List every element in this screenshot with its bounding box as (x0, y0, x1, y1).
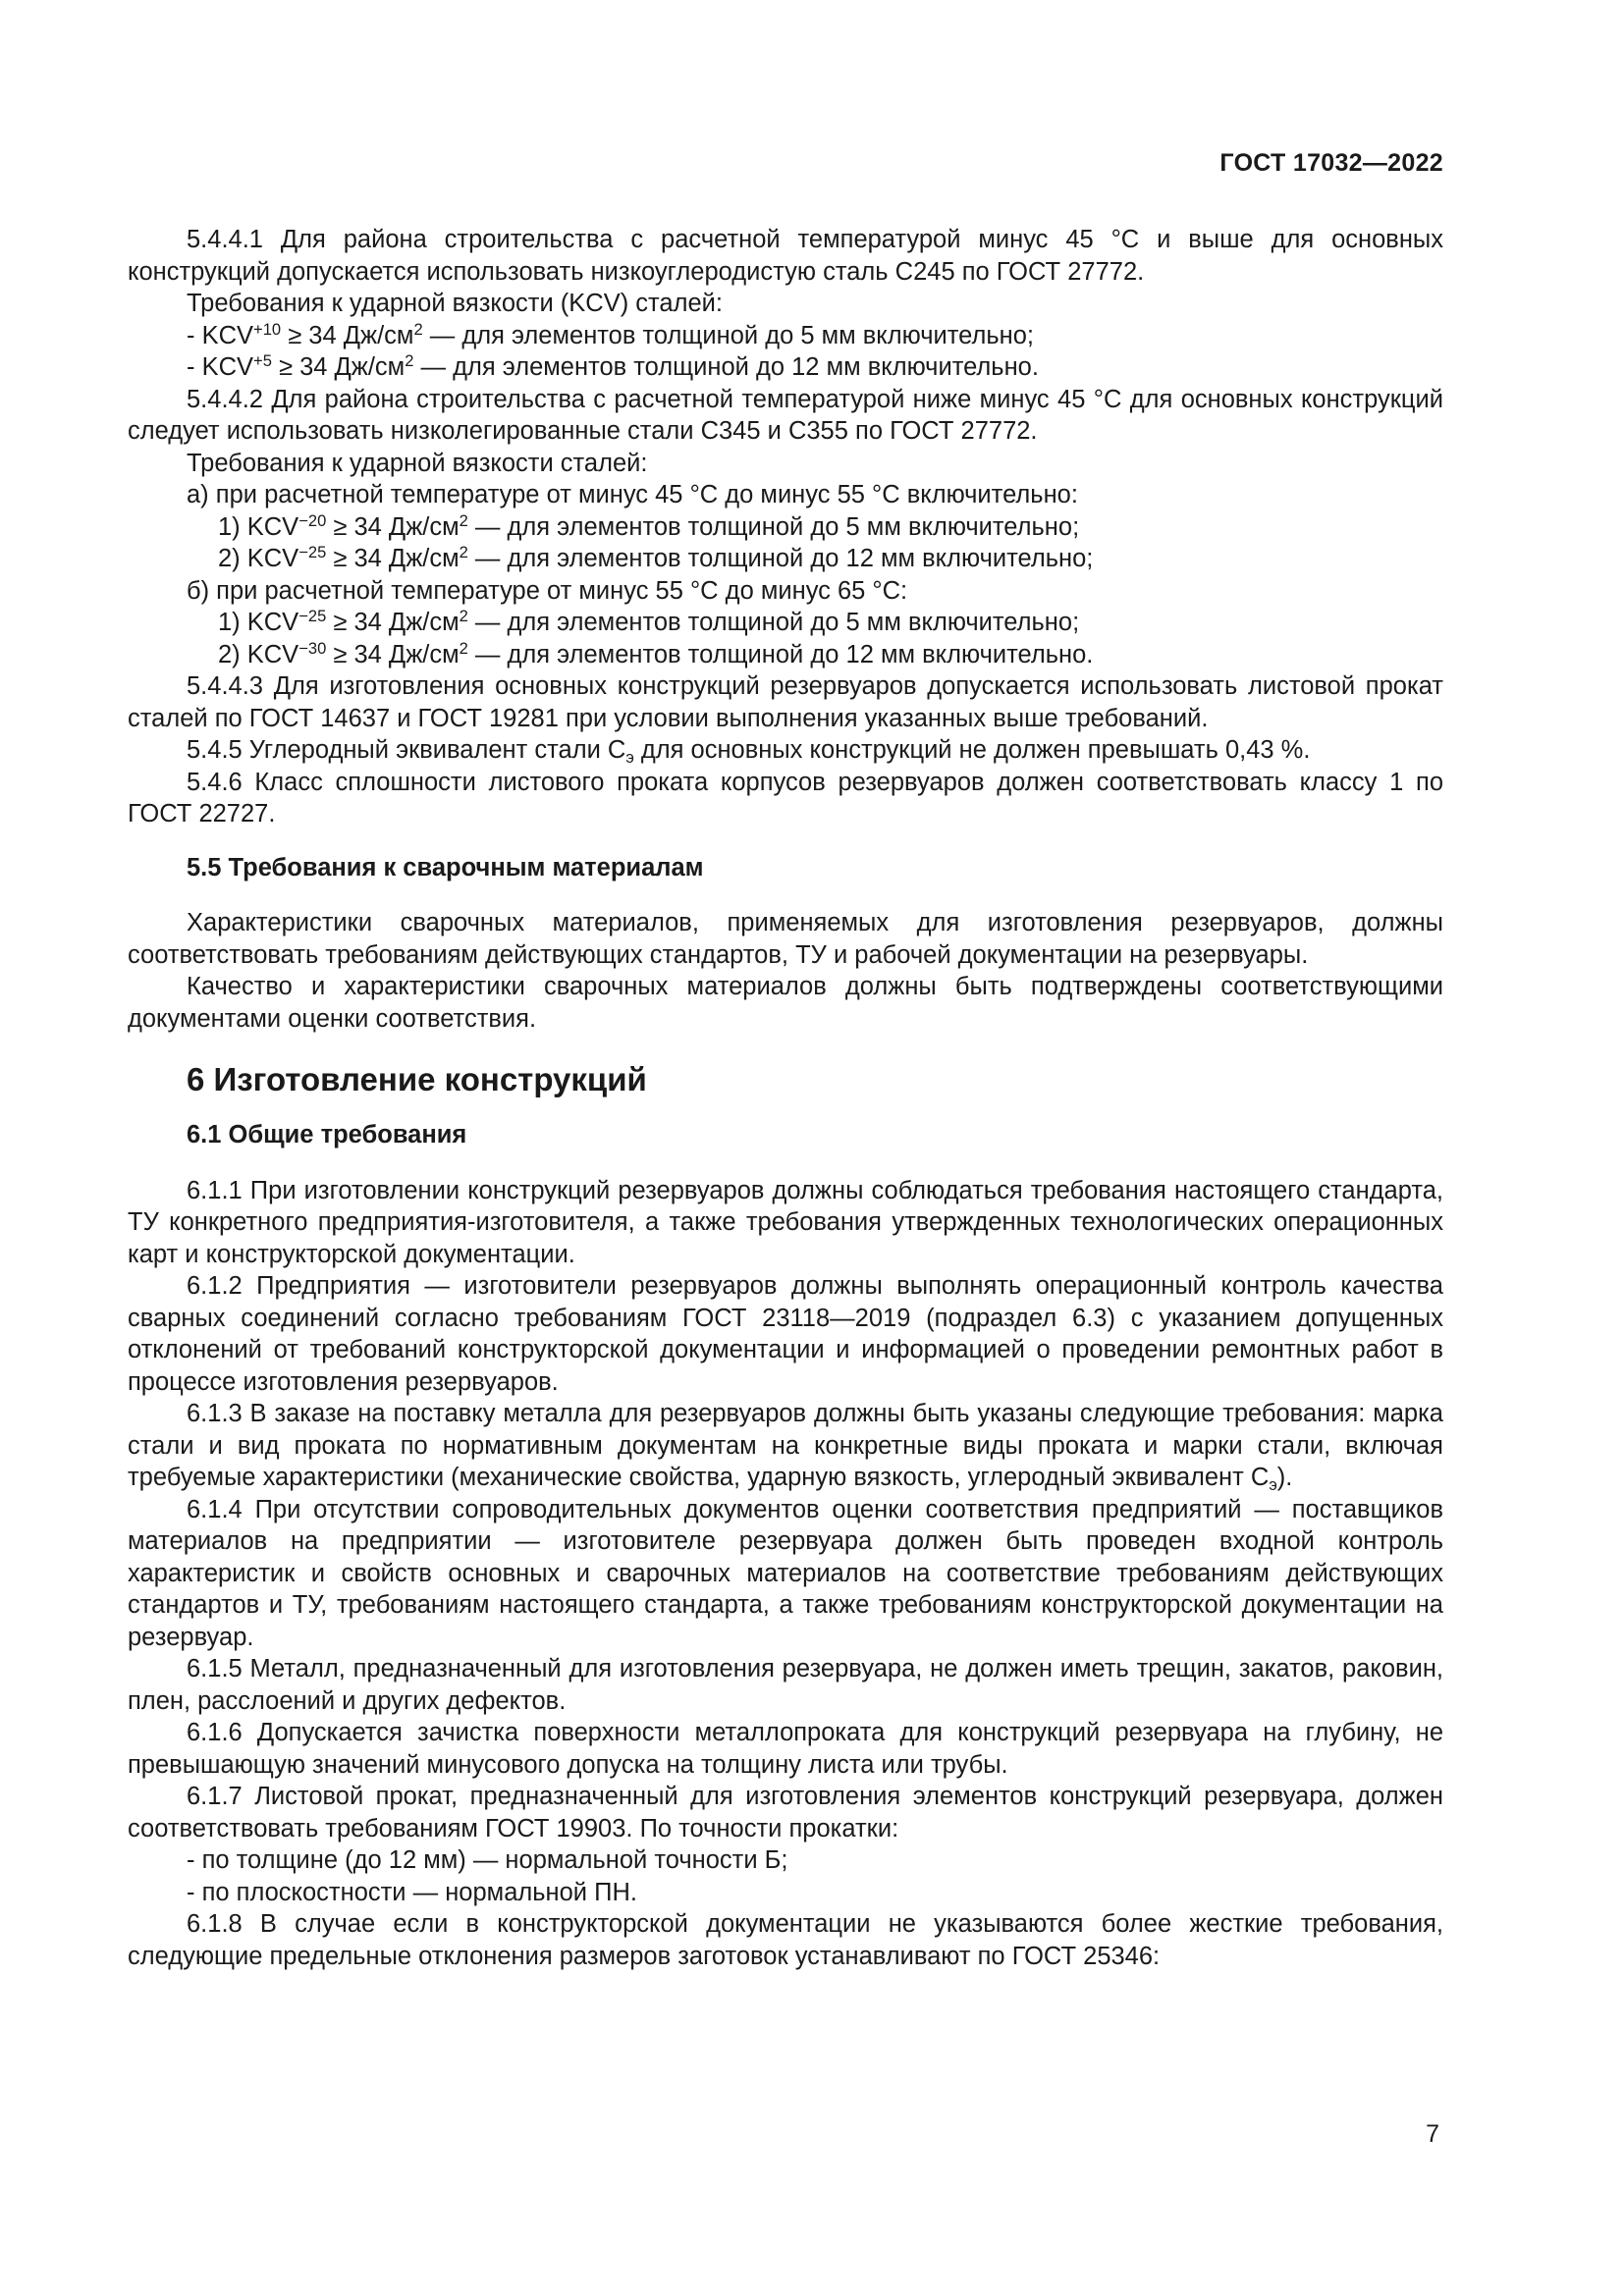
item-a-2: 2) $KCV^{-25} \ge 34$ $Дж/см^2$ — для элементов толщиной до 12 мм включительно; (218, 542, 1094, 572)
kcv-line-2: - $KCV^{+5} \ge 34$ $Дж/см^2$ — для элементов толщиной до 12 мм включительно. (187, 350, 1039, 381)
clause-6-1-3: 6.1.3 В заказе на поставку металла для резервуаров должны быть указаны следующие требования: марка стали и вид проката по нормативным документам на конкретные виды проката и марки стали, включая требуемые характеристики (механические свойства, ударную вязкость, углеродный эквивалент $С_э$). (128, 1400, 1443, 1494)
item-b-1: 1) $KCV^{-25} \ge 34$ $Дж/см^2$ — для элементов толщиной до 5 мм включительно; (218, 606, 1080, 636)
clause-6-1-6: 6.1.6 Допускается зачистка поверхности металлопроката для конструкций резервуара на глубину, не превышающую значений минусового допуска на толщину листа или трубы. (128, 1719, 1443, 1779)
clause-6-1-7-item-1: - по толщине (до 12 мм) — нормальной точности Б; (187, 1846, 788, 1874)
clause-5-4-4-1: 5.4.4.1 Для района строительства с расчетной температурой минус 45 °С и выше для основных конструкций допускается использовать низкоуглеродистую сталь С245 по ГОСТ 27772. (128, 226, 1443, 286)
section-5-5-para-2: Качество и характеристики сварочных материалов должны быть подтверждены соответствующими документами оценки соответствия. (128, 973, 1443, 1033)
clause-6-1-5: 6.1.5 Металл, предназначенный для изготовления резервуара, не должен иметь трещин, закатов, раковин, плен, расслоений и других дефектов. (128, 1655, 1443, 1715)
clause-5-4-4-2: 5.4.4.2 Для района строительства с расчетной температурой ниже минус 45 °С для основных конструкций следует использовать низколегированные стали С345 и С355 по ГОСТ 27772. (128, 385, 1443, 445)
clause-6-1-4: 6.1.4 При отсутствии сопроводительных документов оценки соответствия предприятий — поставщиков материалов на предприятии — изготовителе резервуара должен быть проведен входной контроль характеристик и свойств основных и сварочных материалов на соответствие требованиям действующих стандартов и ТУ, требованиям настоящего стандарта, а также требованиям конструкторской документации на резервуар. (128, 1495, 1443, 1651)
page-number: 7 (1426, 2120, 1439, 2148)
page-content (128, 224, 1443, 1972)
item-a-1: 1) $KCV^{-20} \ge 34$ $Дж/см^2$ — для элементов толщиной до 5 мм включительно; (218, 510, 1080, 541)
section-5-5-para-1: Характеристики сварочных материалов, применяемых для изготовления резервуаров, должны соответствовать требованиям действующих стандартов, ТУ и рабочей документации на резервуары. (128, 909, 1443, 969)
clause-5-4-4-3: 5.4.4.3 Для изготовления основных конструкций резервуаров допускается использовать листовой прокат сталей по ГОСТ 14637 и ГОСТ 19281 при условии выполнения указанных выше требований. (128, 672, 1443, 732)
clause-6-1-7: 6.1.7 Листовой прокат, предназначенный для изготовления элементов конструкций резервуара, должен соответствовать требованиям ГОСТ 19903. По точности прокатки: (128, 1783, 1443, 1842)
kcv-line-1: - $KCV^{+10} \ge 34$ $Дж/см^2$ — для элементов толщиной до 5 мм включительно; (187, 319, 1034, 349)
item-b-2: 2) $KCV^{-30} \ge 34$ $Дж/см^2$ — для элементов толщиной до 12 мм включительно. (218, 638, 1094, 668)
clause-5-4-6: 5.4.6 Класс сплошности листового проката корпусов резервуаров должен соответствовать классу 1 по ГОСТ 22727. (128, 768, 1443, 828)
impact-requirements-heading: Требования к ударной вязкости сталей: (187, 449, 648, 477)
clause-6-1-8: 6.1.8 В случае если в конструкторской документации не указываются более жесткие требования, следующие предельные отклонения размеров заготовок устанавливают по ГОСТ 25346: (128, 1910, 1443, 1970)
section-6-title: 6 Изготовление конструкций (187, 1061, 647, 1097)
section-6-1-title: 6.1 Общие требования (187, 1121, 467, 1148)
clause-5-4-5: 5.4.5 Углеродный эквивалент стали $С_э$ для основных конструкций не должен превышать 0,43 %. (187, 736, 1311, 767)
kcv-requirements-heading: Требования к ударной вязкости (KCV) сталей: (187, 290, 724, 317)
standard-header: ГОСТ 17032—2022 (1219, 149, 1443, 177)
item-b: б) при расчетной температуре от минус 55 °С до минус 65 °С: (187, 576, 908, 605)
clause-6-1-7-item-2: - по плоскостности — нормальной ПН. (187, 1878, 637, 1906)
item-a: а) при расчетной температуре от минус 45 °С до минус 55 °С включительно: (187, 481, 1078, 508)
clause-6-1-2: 6.1.2 Предприятия — изготовители резервуаров должны выполнять операционный контроль качества сварных соединений согласно требованиям ГОСТ 23118—2019 (подраздел 6.3) с указанием допущенных отклонений от требований конструкторской документации и информацией о проведении ремонтных работ в процессе изготовления резервуаров. (128, 1272, 1443, 1396)
clause-6-1-1: 6.1.1 При изготовлении конструкций резервуаров должны соблюдаться требования настоящего стандарта, ТУ конкретного предприятия-изготовителя, а также требования утвержденных технологических операционных карт и конструкторской документации. (128, 1176, 1443, 1268)
section-5-5-title: 5.5 Требования к сварочным материалам (187, 853, 704, 881)
